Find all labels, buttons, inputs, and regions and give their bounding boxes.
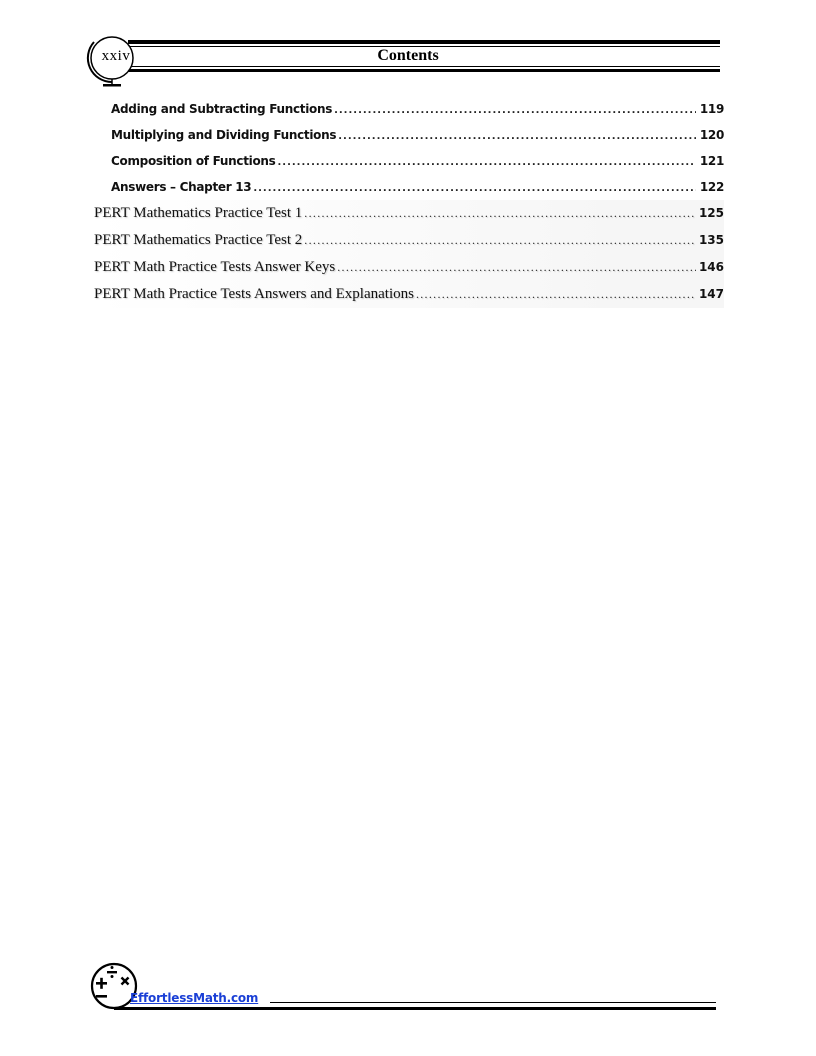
- toc-entry[interactable]: [94, 174, 724, 200]
- toc-dot-leader: [253, 176, 696, 202]
- header-rule-bottom-thin: [128, 66, 720, 67]
- footer-rule: [114, 1007, 716, 1010]
- toc-dot-leader: [416, 281, 696, 308]
- toc-dot-leader: [338, 124, 696, 150]
- toc-entry-page: 120: [699, 128, 724, 142]
- website-link[interactable]: EffortlessMath.com: [130, 991, 259, 1005]
- toc-entry-label: Answers – Chapter 13: [111, 180, 252, 194]
- toc-entry-page: 121: [699, 154, 724, 168]
- toc-entry[interactable]: [94, 122, 724, 148]
- toc-dot-leader: [304, 200, 696, 227]
- toc-entry[interactable]: [94, 96, 724, 122]
- toc-main-entry[interactable]: [94, 200, 724, 227]
- section-title: Contents: [377, 47, 439, 64]
- page-number: xxiv: [101, 48, 131, 64]
- page-header: [0, 0, 816, 100]
- toc-entry-label: Adding and Subtracting Functions: [111, 102, 333, 116]
- toc-entry-page: 147: [698, 287, 724, 301]
- toc-dot-leader: [304, 227, 696, 254]
- toc-main-entry[interactable]: [94, 281, 724, 308]
- toc-entry-label: PERT Mathematics Practice Test 2: [94, 232, 303, 248]
- toc-entry-page: 119: [699, 102, 724, 116]
- header-rule-top: [128, 40, 720, 44]
- toc-main-entry[interactable]: [94, 227, 724, 254]
- toc-entry-label: Composition of Functions: [111, 154, 276, 168]
- toc-main-entry[interactable]: [94, 254, 724, 281]
- toc-entry-page: 122: [699, 180, 724, 194]
- toc-entry-label: PERT Mathematics Practice Test 1: [94, 205, 303, 221]
- toc-entry-page: 135: [698, 233, 724, 247]
- toc-entry-page: 146: [698, 260, 724, 274]
- footer-rule-thin: [270, 1002, 716, 1003]
- toc-entry-page: 125: [698, 206, 724, 220]
- page-footer: [0, 950, 816, 1030]
- table-of-contents: [94, 96, 724, 308]
- toc-entry-label: Multiplying and Dividing Functions: [111, 128, 337, 142]
- toc-entry-label: PERT Math Practice Tests Answers and Explanations: [94, 286, 414, 302]
- toc-entry[interactable]: [94, 148, 724, 174]
- toc-dot-leader: [334, 98, 696, 124]
- toc-dot-leader: [277, 150, 696, 176]
- toc-entry-label: PERT Math Practice Tests Answer Keys: [94, 259, 336, 275]
- header-rule-bottom: [128, 69, 720, 72]
- toc-dot-leader: [337, 254, 696, 281]
